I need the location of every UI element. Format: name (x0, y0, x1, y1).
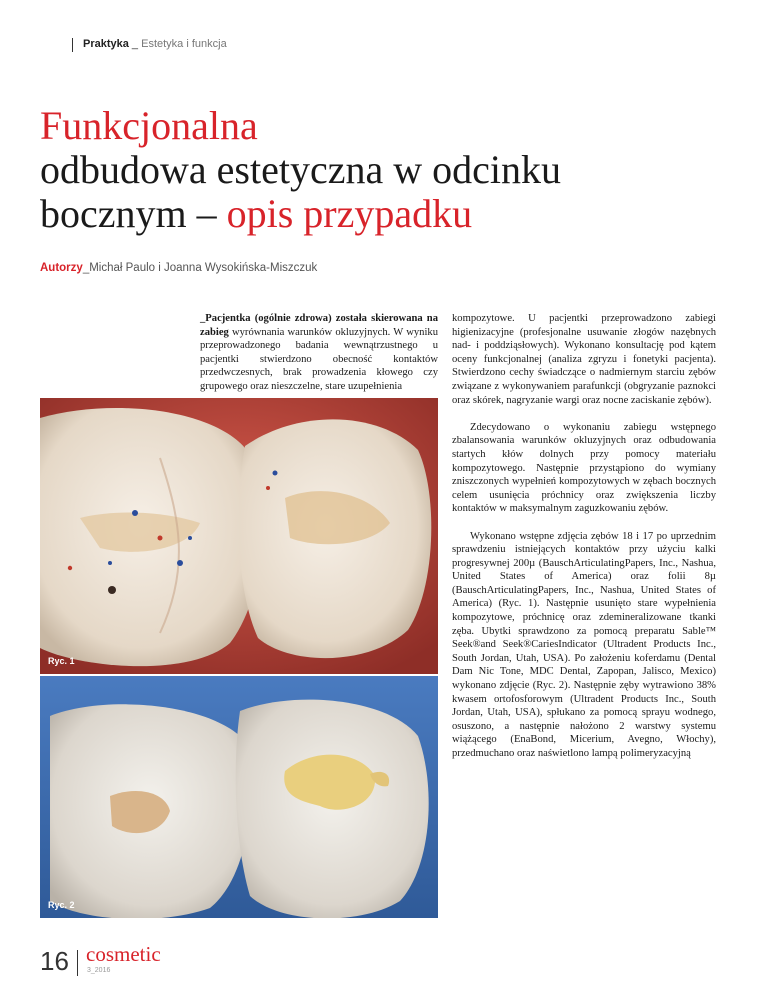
running-header (83, 38, 227, 50)
magazine-logo: cosmetic (86, 942, 161, 966)
issue-label: 3_2016 (87, 967, 111, 974)
header-subsection: Estetyka i funkcja (141, 38, 227, 50)
title-line-1: Funkcjonalna (40, 103, 258, 148)
figure-2-caption: Ryc. 2 (48, 900, 75, 910)
body-paragraph-1: kompozytowe. U pacjentki przeprowadzono zabiegi higienizacyjne (profesjonalne usuwanie złogów nazębnych nad- i poddziąsłowych). Wykonano konsultację pod kątem oceny funkcjonalnej (analiza zgryzu i fonetyki pacjenta). Stwierdzono cechy świadczące o nadmiernym starciu zębów związane z wykonywaniem parafunkcji (obgryzanie paznokci oraz skórek, nagryzanie wargi oraz nocne zaciskanie zębów). (452, 313, 716, 406)
title-line-3: bocznym – (40, 191, 227, 236)
intro-paragraph (200, 312, 438, 394)
figure-1-photo (40, 398, 438, 674)
body-paragraph-2: Zdecydowano o wykonaniu zabiegu wstępnego zbalansowania warunków okluzyjnych oraz odbudowania startych kłów dolnych przy pomocy materiału kompozytowego. Następnie przystąpiono do wymiany zniszczonych wypełnień kompozytowych w zębach bocznych celem usunięcia próchnicy oraz zwiększenia liczby kontaktów w maksymalnym zaguzkowaniu zębów. (452, 421, 716, 515)
article-title (40, 104, 730, 236)
authors-names: _Michał Paulo i Joanna Wysokińska-Miszczuk (82, 262, 318, 274)
title-line-2: odbudowa estetyczna w odcinku (40, 147, 561, 192)
figure-1-caption: Ryc. 1 (48, 656, 75, 666)
figure-2-photo (40, 676, 438, 918)
authors-label: Autorzy (40, 262, 83, 274)
figure-2-teeth-image (40, 676, 438, 918)
header-separator: _ (128, 38, 142, 50)
header-divider (72, 38, 73, 52)
title-line-3-accent: opis przypadku (226, 191, 473, 236)
header-section: Praktyka (83, 38, 129, 50)
authors-line (40, 262, 317, 274)
page-number: 16 (40, 946, 69, 976)
body-paragraph-3: Wykonano wstępne zdjęcia zębów 18 i 17 po uprzednim sprawdzeniu istniejących kontaktów przy użyciu kalki progresywnej 200µ (BauschArticulatingPapers, Inc., Nashua, United States of America) oraz folii 8µ (BauschArticulatingPapers, Inc., Nashua, United States of America) (Ryc. 1). Następnie usunięto stare wypełnienia kompozytowe, próchnicę oraz zdemineralizowane tkanki zęba. Ubytki sprawdzono za pomocą preparatu Sable™ Seek®and Seek®CariesIndicator (Ultradent Products Inc., South Jordan, Utah, USA). Po założeniu koferdamu (Dental Dam Nic Tone, MDC Dental, Zapopan, Jalisco, Mexico) wykonano zdjęcie (Ryc. 2). Następnie zęby wytrawiono 38% kwasem ortofosforowym (Ultradent Products Inc., South Jordan, Utah, USA), spłukano za pomocą sprayu wodnego, osuszono, a następnie nałożono 2 warstwy systemu wiążącego (EnaBond, Micerium, Avegno, Włochy), przedmuchano oraz naświetlono lampą polimeryzacyjną (452, 530, 716, 759)
figure-1-teeth-image (40, 398, 438, 674)
intro-lead: _Pacjentka (ogólnie zdrowa) została skierowana na zabieg (200, 313, 438, 338)
right-column (452, 312, 716, 774)
intro-text: wyrównania warunków okluzyjnych. W wyniku przeprowadzonego badania wewnątrzustnego u pacjentki stwierdzono obecność kontaktów przedwczesnych, brak prowadzenia kłowego czy grupowego oraz nieszczelne, stare uzupełnienia (200, 326, 438, 392)
footer-divider (77, 950, 78, 976)
